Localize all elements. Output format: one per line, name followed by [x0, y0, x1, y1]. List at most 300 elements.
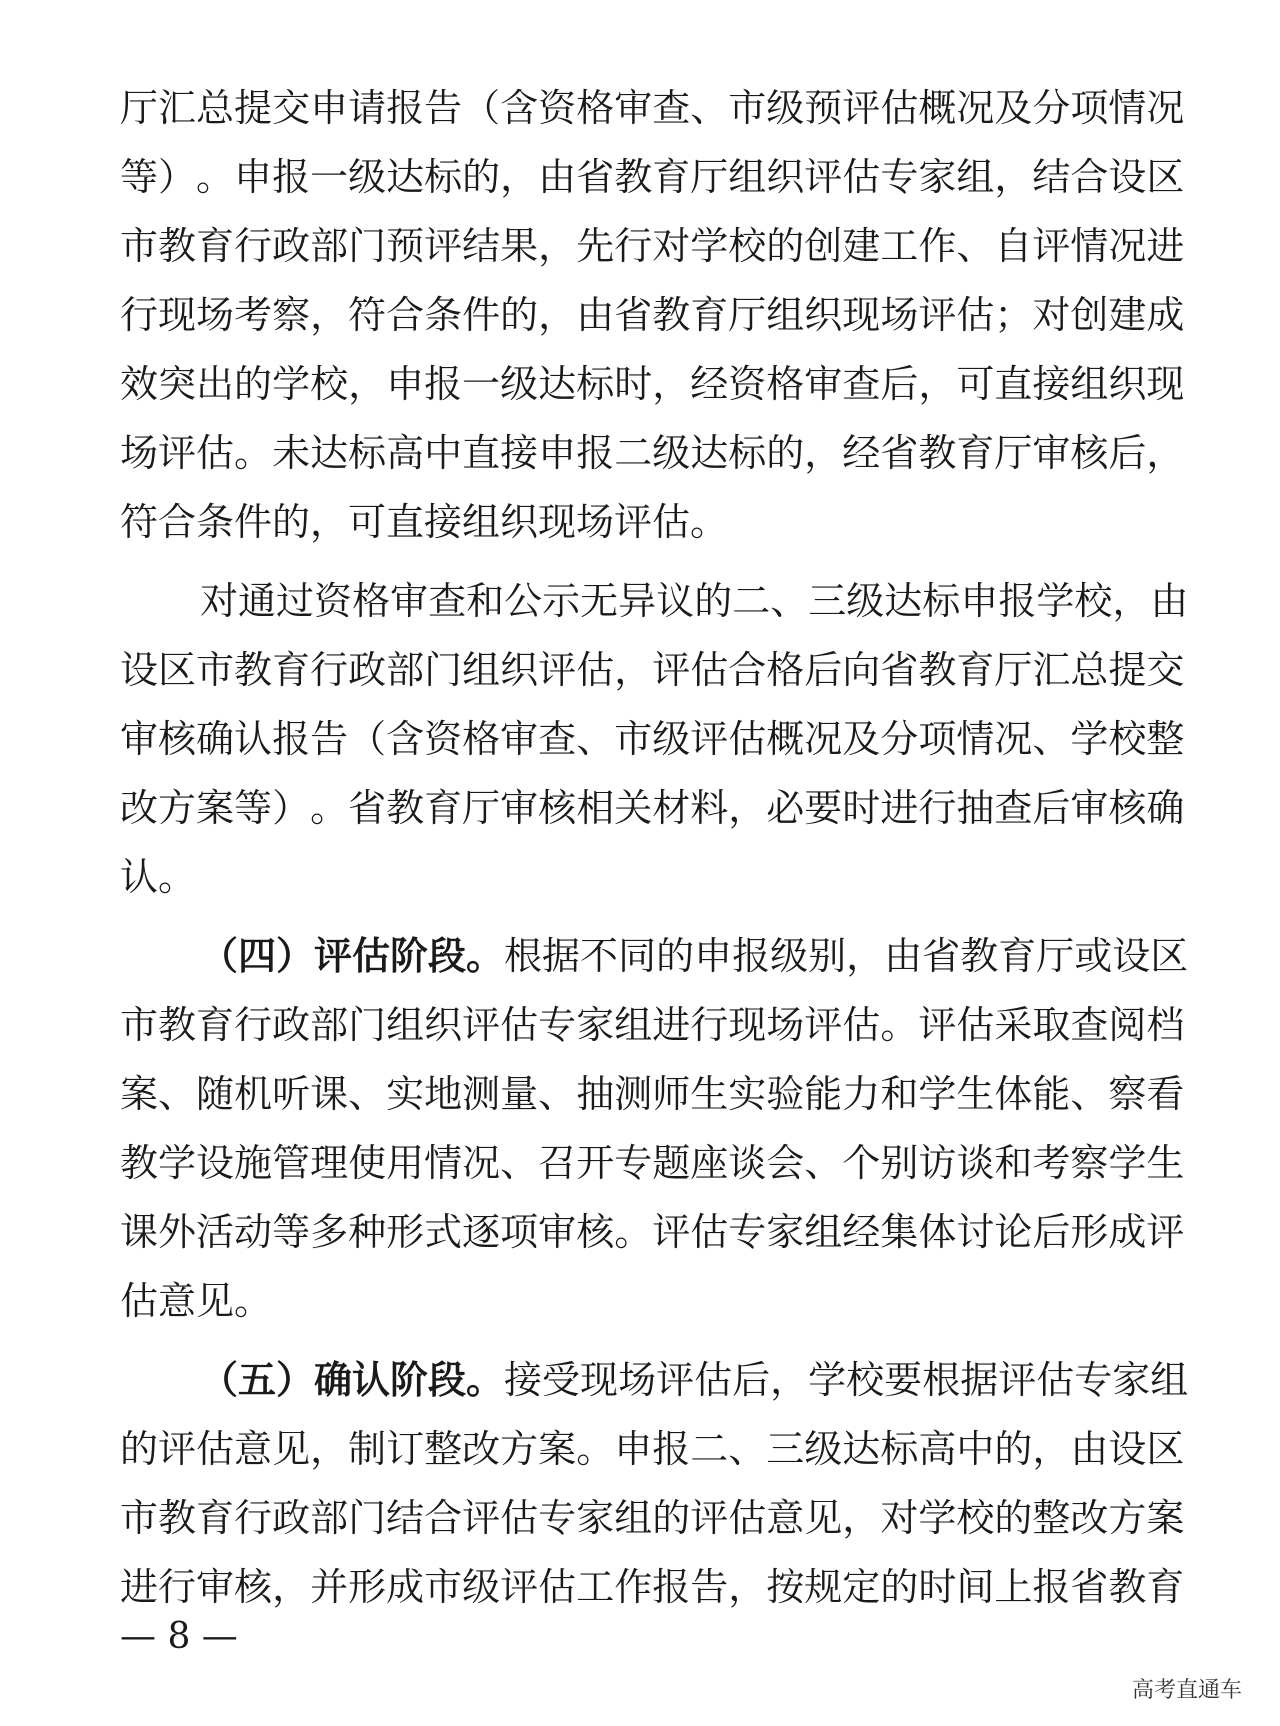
char: 出 — [196, 362, 235, 406]
char: 据 — [542, 934, 581, 978]
char: 根 — [504, 934, 543, 978]
char: 合 — [424, 1496, 463, 1540]
char: 抽 — [576, 1072, 615, 1116]
char: ） — [272, 786, 311, 830]
char: 教 — [120, 1141, 159, 1185]
char: 行 — [234, 1496, 273, 1540]
char: 。 — [234, 431, 273, 475]
char: 级 — [846, 579, 885, 623]
char: 组 — [766, 293, 805, 337]
char: 区 — [1150, 934, 1189, 978]
char: 况 — [1146, 86, 1185, 130]
char: 组 — [386, 1003, 425, 1047]
char: 组 — [462, 648, 501, 692]
paragraph-line — [120, 1202, 1185, 1262]
char: 育 — [1146, 1565, 1185, 1609]
char: 后 — [1108, 431, 1147, 475]
paragraph-line — [120, 1064, 1185, 1124]
char: 组 — [614, 1003, 653, 1047]
char: 组 — [1150, 1358, 1189, 1402]
char: 育 — [196, 224, 235, 268]
char: 进 — [120, 1565, 159, 1609]
char: 预 — [386, 224, 425, 268]
char: 评 — [462, 1003, 501, 1047]
char: 达 — [690, 431, 729, 475]
char: 高 — [918, 1427, 957, 1471]
char: 上 — [994, 1565, 1033, 1609]
char: 校 — [846, 1358, 885, 1402]
char: 审 — [196, 1565, 235, 1609]
char: 评 — [804, 1003, 843, 1047]
char: 场 — [196, 293, 235, 337]
char: 专 — [880, 155, 919, 199]
char: 效 — [120, 362, 159, 406]
char: 行 — [158, 1565, 197, 1609]
char: 验 — [766, 1072, 805, 1116]
char: 估 — [538, 1565, 577, 1609]
char: 核 — [1070, 431, 1109, 475]
char: 活 — [196, 1210, 235, 1254]
char: 。 — [614, 1210, 653, 1254]
char: 后 — [1032, 1210, 1071, 1254]
char: 听 — [272, 1072, 311, 1116]
char: 评 — [1032, 224, 1071, 268]
char: ， — [1032, 1427, 1071, 1471]
char: 总 — [196, 86, 235, 130]
char: 估 — [956, 293, 995, 337]
char: 生 — [1146, 1141, 1185, 1185]
char: 格 — [352, 579, 391, 623]
char: 工 — [576, 1565, 615, 1609]
char: 件 — [462, 293, 501, 337]
char: 结 — [1032, 155, 1071, 199]
char: 经 — [690, 362, 729, 406]
paragraph-line — [120, 78, 1185, 138]
char: 三 — [766, 1427, 805, 1471]
char: 标 — [576, 362, 615, 406]
char: 标 — [728, 431, 767, 475]
char: 实 — [728, 1072, 767, 1116]
char: 二 — [690, 1427, 729, 1471]
char: 育 — [652, 155, 691, 199]
char: 评 — [500, 1565, 539, 1609]
char: 实 — [386, 1072, 425, 1116]
char: 或 — [1074, 934, 1113, 978]
char: 随 — [196, 1072, 235, 1116]
char: 。 — [576, 1427, 615, 1471]
paragraph-line — [120, 640, 1185, 700]
char: 区 — [1146, 1427, 1185, 1471]
char: 厅 — [994, 648, 1033, 692]
char: 的 — [234, 362, 273, 406]
char: 多 — [310, 1210, 349, 1254]
watermark-text: 高考直通车 — [1128, 1671, 1246, 1706]
char: 评 — [424, 224, 463, 268]
char: 对 — [652, 224, 691, 268]
char: 审 — [538, 1210, 577, 1254]
char: 行 — [310, 648, 349, 692]
char: 生 — [956, 1072, 995, 1116]
char: 专 — [538, 1496, 577, 1540]
paragraph-line-with-heading — [200, 1350, 1189, 1410]
char: 请 — [348, 86, 387, 130]
char: ， — [614, 648, 653, 692]
char: 审 — [1032, 431, 1071, 475]
char: 查 — [842, 362, 881, 406]
char: 方 — [500, 1427, 539, 1471]
char: 估 — [694, 1358, 733, 1402]
char: 经 — [842, 1210, 881, 1254]
char: 核 — [158, 717, 197, 761]
char: 创 — [1070, 293, 1109, 337]
paragraph-line — [120, 1133, 1185, 1193]
char: 况 — [1108, 224, 1147, 268]
char: 档 — [1146, 1003, 1185, 1047]
paragraph-line — [120, 147, 1185, 207]
char: 级 — [348, 155, 387, 199]
char: 现 — [158, 293, 197, 337]
char: 后 — [732, 1358, 771, 1402]
paragraph-line: 认。 — [120, 855, 197, 899]
char: 教 — [386, 786, 425, 830]
char: ） — [158, 155, 197, 199]
char: ， — [842, 1496, 881, 1540]
char: 评 — [652, 648, 691, 692]
char: 学 — [158, 1141, 197, 1185]
char: 估 — [690, 1210, 729, 1254]
char: 现 — [1146, 362, 1185, 406]
char: 、 — [1032, 717, 1071, 761]
char: 现 — [580, 1358, 619, 1402]
char: 市 — [614, 717, 653, 761]
heading-line-text — [504, 926, 1188, 986]
paragraph-line — [120, 216, 1185, 276]
char: 级 — [804, 1427, 843, 1471]
char: 间 — [956, 1565, 995, 1609]
char: ， — [310, 293, 349, 337]
char: ， — [500, 155, 539, 199]
char: 学 — [690, 224, 729, 268]
char: 接 — [504, 1358, 543, 1402]
char: 的 — [656, 934, 695, 978]
char: 察 — [1070, 1141, 1109, 1185]
char: 学 — [1108, 1141, 1147, 1185]
char: 形 — [1070, 1210, 1109, 1254]
char: 施 — [234, 1141, 273, 1185]
char: 提 — [234, 86, 273, 130]
char: ， — [1112, 579, 1151, 623]
char: 使 — [348, 1141, 387, 1185]
char: 省 — [576, 155, 615, 199]
char: 三 — [808, 579, 847, 623]
paragraph-line — [200, 571, 1189, 631]
char: 育 — [196, 1496, 235, 1540]
char: 可 — [956, 362, 995, 406]
char: 查 — [652, 86, 691, 130]
char: 评 — [918, 293, 957, 337]
char: 学 — [808, 1358, 847, 1402]
char: 校 — [1108, 717, 1147, 761]
char: 种 — [348, 1210, 387, 1254]
char: 接 — [500, 431, 539, 475]
char: 管 — [272, 1141, 311, 1185]
char: 访 — [918, 1141, 957, 1185]
char: 会 — [766, 1141, 805, 1185]
char: 课 — [120, 1210, 159, 1254]
char: 提 — [1108, 648, 1147, 692]
char: 自 — [994, 224, 1033, 268]
char: 由 — [1150, 579, 1189, 623]
char: 经 — [842, 431, 881, 475]
char: 、 — [690, 86, 729, 130]
heading-line-text — [504, 1350, 1188, 1410]
char: 察 — [272, 293, 311, 337]
char: 并 — [310, 1565, 349, 1609]
char: 审 — [500, 786, 539, 830]
char: 厅 — [462, 786, 501, 830]
char: 的 — [994, 1427, 1033, 1471]
char: 直 — [994, 362, 1033, 406]
char: 含 — [500, 86, 539, 130]
char: 座 — [690, 1141, 729, 1185]
char: 设 — [196, 1141, 235, 1185]
char: 作 — [614, 1565, 653, 1609]
char: 必 — [766, 786, 805, 830]
char: 部 — [386, 648, 425, 692]
char: 行 — [690, 1003, 729, 1047]
char: 报 — [732, 934, 771, 978]
char: 理 — [310, 1141, 349, 1185]
section-heading-4: （四）评估阶段。 — [200, 933, 505, 978]
char: 、 — [348, 1072, 387, 1116]
char: 核 — [234, 1565, 273, 1609]
char: 告 — [424, 86, 463, 130]
char: 审 — [1070, 786, 1109, 830]
char: ， — [994, 155, 1033, 199]
char: 教 — [1108, 1565, 1147, 1609]
char: 意 — [766, 1496, 805, 1540]
char: 政 — [272, 1003, 311, 1047]
char: 厅 — [120, 86, 159, 130]
char: 格 — [462, 717, 501, 761]
char: 关 — [614, 786, 653, 830]
char: 含 — [386, 717, 425, 761]
char: 行 — [614, 224, 653, 268]
char: 育 — [690, 293, 729, 337]
char: 后 — [1032, 786, 1071, 830]
char: 由 — [884, 934, 923, 978]
char: 由 — [576, 293, 615, 337]
char: 、 — [804, 1141, 843, 1185]
char: 学 — [1036, 579, 1075, 623]
char: 论 — [994, 1210, 1033, 1254]
char: 测 — [462, 1072, 501, 1116]
char: 报 — [272, 717, 311, 761]
char: 的 — [120, 1427, 159, 1471]
char: 直 — [462, 431, 501, 475]
char: 评 — [158, 431, 197, 475]
char: 、 — [1070, 1072, 1109, 1116]
char: 、 — [728, 1427, 767, 1471]
char: 别 — [808, 934, 847, 978]
paragraph-line — [120, 423, 1185, 483]
char: 材 — [652, 786, 691, 830]
char: 改 — [462, 1427, 501, 1471]
char: 资 — [424, 717, 463, 761]
char: 部 — [310, 224, 349, 268]
char: ， — [272, 1565, 311, 1609]
char: 格 — [576, 86, 615, 130]
char: 查 — [428, 579, 467, 623]
char: 审 — [500, 717, 539, 761]
char: 场 — [880, 293, 919, 337]
char: 及 — [994, 86, 1033, 130]
char: 区 — [158, 648, 197, 692]
char: 市 — [120, 1496, 159, 1540]
char: 方 — [158, 786, 197, 830]
char: 取 — [1032, 1003, 1071, 1047]
char: 汇 — [158, 86, 197, 130]
char: 要 — [884, 1358, 923, 1402]
char: 专 — [728, 1210, 767, 1254]
char: ， — [918, 362, 957, 406]
char: 先 — [576, 224, 615, 268]
char: 家 — [918, 155, 957, 199]
char: 合 — [386, 293, 425, 337]
char: 教 — [158, 1496, 197, 1540]
char: 现 — [728, 1003, 767, 1047]
paragraph-line — [120, 1488, 1185, 1548]
char: 资 — [728, 362, 767, 406]
paragraph-line: 符合条件的，可直接组织现场评估。 — [120, 500, 729, 544]
char: 设 — [1108, 155, 1147, 199]
char: 况 — [804, 717, 843, 761]
char: 召 — [538, 1141, 577, 1185]
char: 政 — [272, 1496, 311, 1540]
char: 格 — [766, 362, 805, 406]
char: 省 — [614, 293, 653, 337]
char: 级 — [770, 934, 809, 978]
char: 评 — [462, 1496, 501, 1540]
char: 、 — [500, 1141, 539, 1185]
char: 评 — [690, 717, 729, 761]
char: 形 — [386, 1210, 425, 1254]
char: 能 — [1032, 1072, 1071, 1116]
char: 议 — [656, 579, 695, 623]
char: 量 — [500, 1072, 539, 1116]
char: 设 — [120, 648, 159, 692]
char: 查 — [994, 786, 1033, 830]
char: 的 — [766, 431, 805, 475]
char: 审 — [804, 362, 843, 406]
char: 行 — [234, 1003, 273, 1047]
paragraph-line: 估意见。 — [120, 1279, 273, 1323]
char: 及 — [842, 717, 881, 761]
char: 的 — [880, 1565, 919, 1609]
char: 学 — [1070, 717, 1109, 761]
char: 谈 — [956, 1141, 995, 1185]
char: 达 — [386, 155, 425, 199]
char: 的 — [994, 1496, 1033, 1540]
char: 和 — [466, 579, 505, 623]
char: 评 — [656, 1358, 695, 1402]
char: 设 — [1112, 934, 1151, 978]
char: 查 — [1070, 1003, 1109, 1047]
char: 申 — [960, 579, 999, 623]
char: 组 — [728, 155, 767, 199]
char: ， — [310, 1427, 349, 1471]
char: 区 — [1146, 155, 1185, 199]
char: 申 — [386, 362, 425, 406]
char: 审 — [614, 86, 653, 130]
char: 政 — [272, 224, 311, 268]
char: 结 — [462, 224, 501, 268]
paragraph-line-with-heading — [200, 926, 1189, 986]
paragraph-line — [120, 709, 1185, 769]
char: 看 — [1146, 1072, 1185, 1116]
char: 场 — [766, 1003, 805, 1047]
char: 核 — [1108, 786, 1147, 830]
char: 报 — [998, 579, 1037, 623]
char: 采 — [994, 1003, 1033, 1047]
char: 场 — [618, 1358, 657, 1402]
char: 机 — [234, 1072, 273, 1116]
char: 异 — [618, 579, 657, 623]
char: 格 — [766, 648, 805, 692]
char: 整 — [424, 1427, 463, 1471]
char: 达 — [884, 579, 923, 623]
char: 中 — [956, 1427, 995, 1471]
char: 后 — [880, 362, 919, 406]
char: 育 — [424, 786, 463, 830]
char: 学 — [918, 1496, 957, 1540]
char: 改 — [1070, 1496, 1109, 1540]
char: 汇 — [1032, 648, 1071, 692]
char: 按 — [766, 1565, 805, 1609]
char: 地 — [424, 1072, 463, 1116]
char: 织 — [1108, 362, 1147, 406]
char: 案 — [1146, 1496, 1185, 1540]
char: 组 — [614, 1496, 653, 1540]
char: 审 — [120, 717, 159, 761]
char: 一 — [310, 155, 349, 199]
char: ， — [728, 786, 767, 830]
char: 案 — [196, 786, 235, 830]
char: 等 — [234, 786, 273, 830]
char: ， — [538, 293, 577, 337]
char: 据 — [960, 1358, 999, 1402]
char: 校 — [1074, 579, 1113, 623]
char: 分 — [880, 717, 919, 761]
char: 认 — [234, 717, 273, 761]
char: 市 — [120, 224, 159, 268]
char: 动 — [234, 1210, 273, 1254]
char: 家 — [576, 1003, 615, 1047]
char: 体 — [994, 1072, 1033, 1116]
char: 达 — [310, 431, 349, 475]
char: （ — [462, 86, 501, 130]
char: 外 — [158, 1210, 197, 1254]
char: 教 — [158, 224, 197, 268]
char: 评 — [842, 86, 881, 130]
char: 高 — [386, 431, 425, 475]
char: 二 — [732, 579, 771, 623]
char: 市 — [196, 648, 235, 692]
char: 现 — [842, 293, 881, 337]
char: 创 — [804, 224, 843, 268]
char: 成 — [1146, 293, 1185, 337]
char: 估 — [880, 86, 919, 130]
